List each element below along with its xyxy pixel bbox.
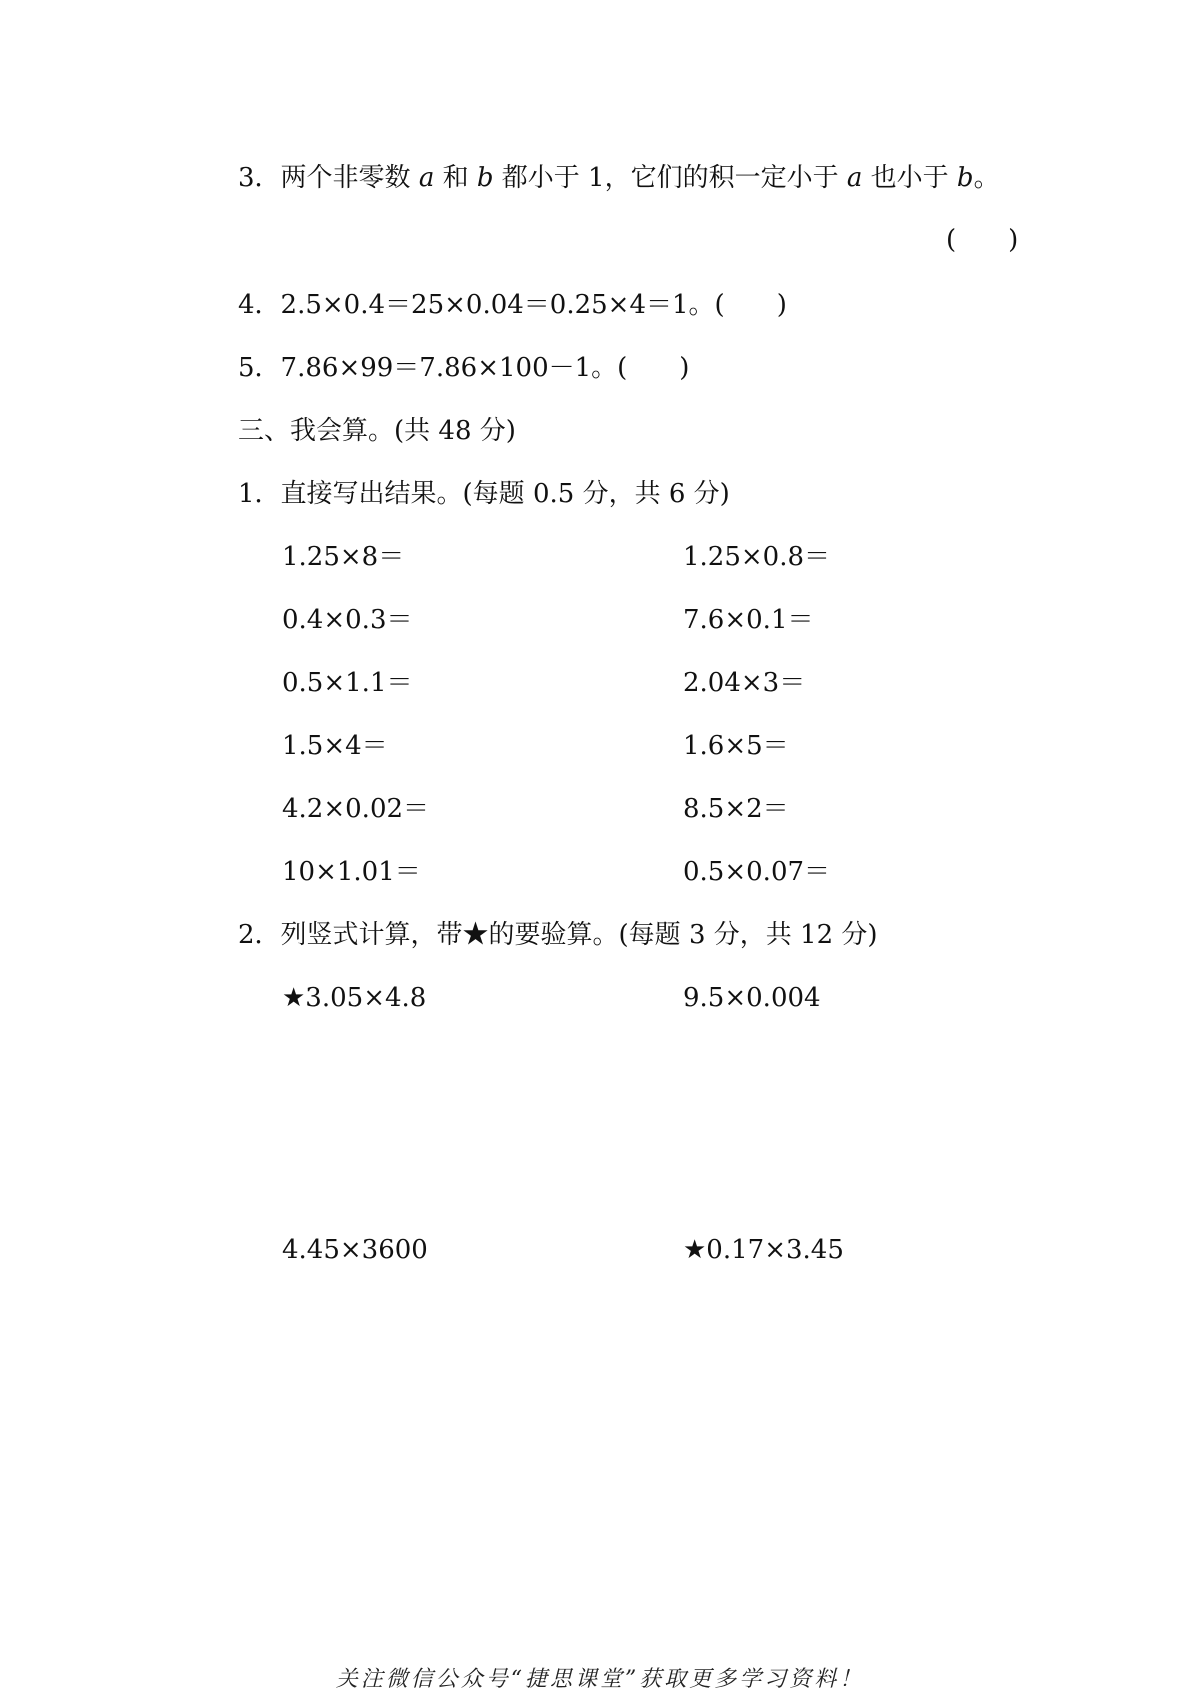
- question-3-number: 3．: [238, 163, 281, 193]
- part-1-title: 1．直接写出结果。(每题 0.5 分，共 6 分): [238, 479, 730, 509]
- calc-left-3: 0.5×1.1＝: [282, 668, 413, 698]
- question-3-text-2: 和: [434, 163, 477, 193]
- variable-a-2: a: [846, 163, 863, 193]
- question-3-text-4: 也小于: [862, 163, 957, 193]
- calc-right-6: 0.5×0.07＝: [683, 857, 831, 887]
- calc-left-1: 1.25×8＝: [282, 542, 405, 572]
- calc-right-5: 8.5×2＝: [683, 794, 789, 824]
- question-3: [238, 161, 1000, 195]
- footer-promo: 关注微信公众号“捷思课堂”获取更多学习资料！: [335, 1667, 865, 1692]
- question-3-answer-blank[interactable]: ( ): [946, 225, 1019, 255]
- vertical-calc-2: 9.5×0.004: [683, 983, 821, 1013]
- vertical-calc-1: ★3.05×4.8: [282, 983, 427, 1013]
- question-3-text-3: 都小于 1，它们的积一定小于: [493, 163, 847, 193]
- variable-b-2: b: [956, 163, 974, 193]
- calc-right-1: 1.25×0.8＝: [683, 542, 831, 572]
- question-4-number: 4．: [238, 290, 281, 320]
- question-5-text: 7.86×99＝7.86×100－1。( ): [280, 353, 690, 383]
- variable-b: b: [476, 163, 494, 193]
- vertical-calc-4: ★0.17×3.45: [683, 1235, 844, 1265]
- vertical-calc-3: 4.45×3600: [282, 1235, 428, 1265]
- calc-right-4: 1.6×5＝: [683, 731, 789, 761]
- calc-right-2: 7.6×0.1＝: [683, 605, 814, 635]
- variable-a: a: [418, 163, 435, 193]
- calc-left-2: 0.4×0.3＝: [282, 605, 413, 635]
- section-3-heading: 三、我会算。(共 48 分): [238, 416, 516, 446]
- calc-right-3: 2.04×3＝: [683, 668, 806, 698]
- question-4-text: 2.5×0.4＝25×0.04＝0.25×4＝1。( ): [280, 290, 787, 320]
- calc-left-5: 4.2×0.02＝: [282, 794, 430, 824]
- part-2-title: 2．列竖式计算，带★的要验算。(每题 3 分，共 12 分): [238, 920, 878, 950]
- question-4: [238, 288, 787, 322]
- calc-left-6: 10×1.01＝: [282, 857, 421, 887]
- question-5-number: 5．: [238, 353, 281, 383]
- question-3-text-1: 两个非零数: [280, 163, 419, 193]
- question-5: [238, 351, 689, 385]
- calc-left-4: 1.5×4＝: [282, 731, 388, 761]
- question-3-text-5: 。: [973, 163, 1000, 193]
